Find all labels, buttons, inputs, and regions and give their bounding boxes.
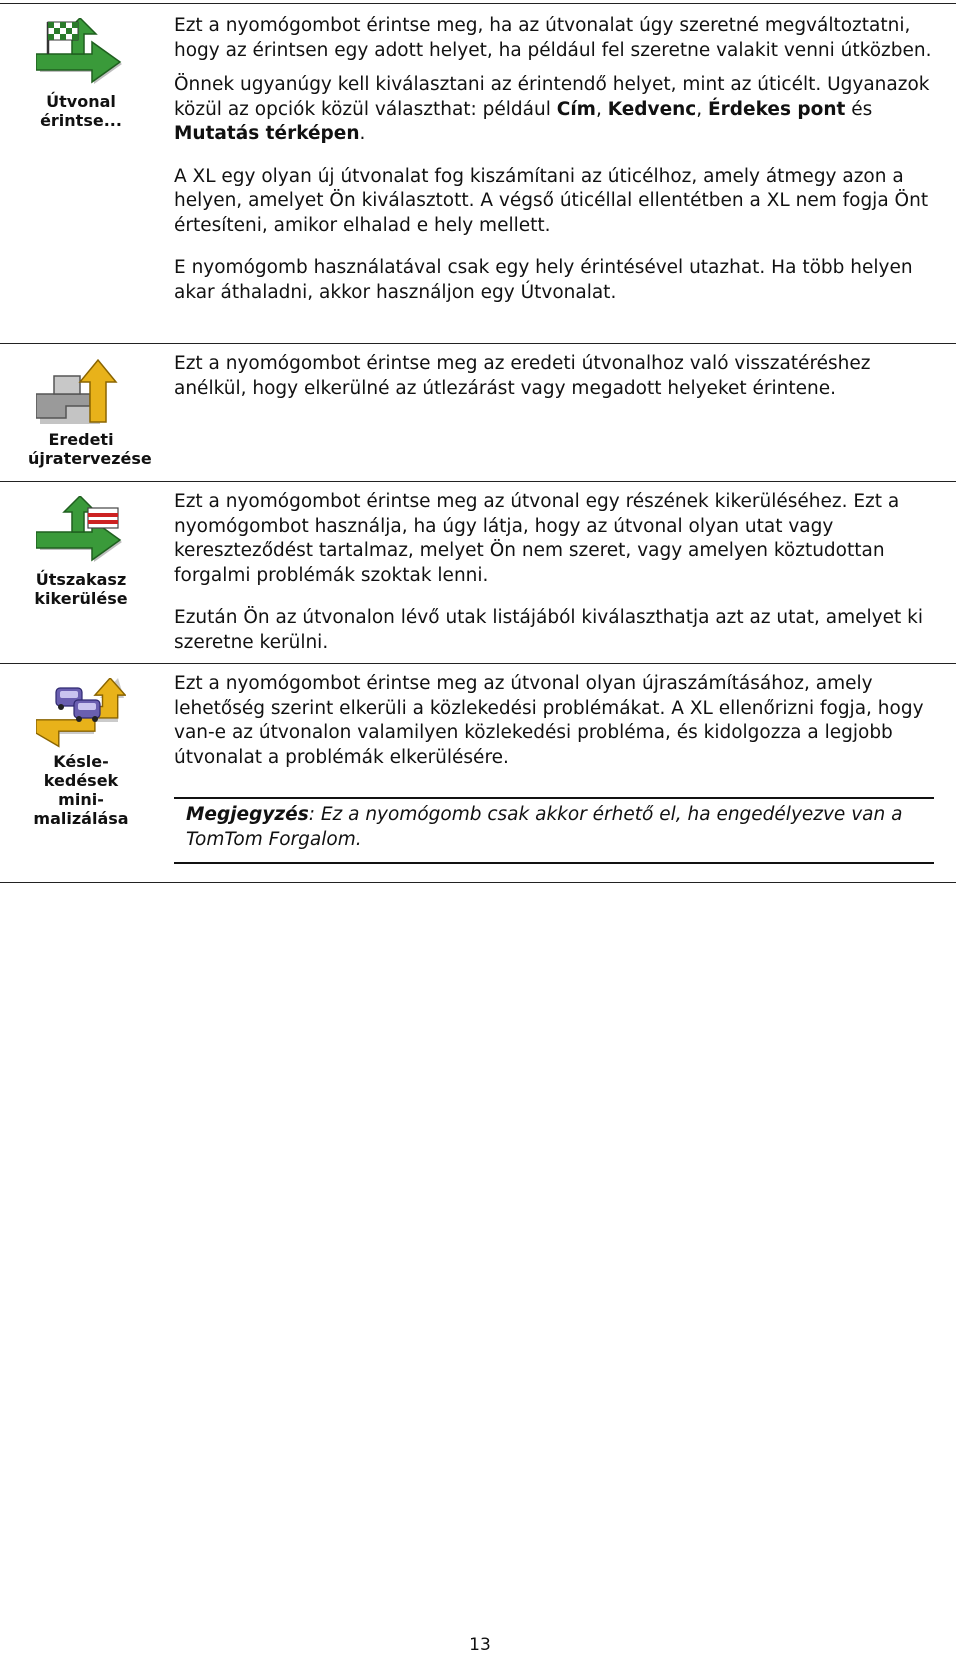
note-text: : Ez a nyomógomb csak akkor érhető el, ha engedélyezve van a TomTom Forgalom. bbox=[186, 804, 903, 850]
note-label: Megjegyzés bbox=[186, 804, 309, 825]
term-address: Cím bbox=[556, 98, 596, 120]
flag-route-icon bbox=[36, 18, 126, 86]
note-box bbox=[174, 797, 934, 864]
minimise-delays-button[interactable] bbox=[28, 678, 134, 828]
paragraph: Ezt a nyomógombot érintse meg az útvonal egy részének kikerüléséhez. Ezt a nyomógombot használja, ha úgy látja, hogy az útvonal olyan utat vagy kereszteződést tartalmaz, melyet Ön nem szeret, vagy amelyen köztudottan forgalmi problémák szoktak lenni. bbox=[174, 491, 900, 586]
button-label-line: érintse... bbox=[40, 111, 122, 130]
button-label-line: újratervezése bbox=[28, 449, 152, 468]
divider bbox=[0, 882, 956, 883]
button-label-line: kedések mini- bbox=[43, 771, 119, 809]
avoid-roadblock-button[interactable] bbox=[28, 496, 134, 608]
paragraph: A XL egy olyan új útvonalat fog kiszámítani az úticélhoz, amely átmegy azon a helyen, amelyet Ön kiválasztott. A végső úticéllal ellentétben a XL nem fogja Önt értesíteni, amikor elhalad e hely mellett. bbox=[174, 165, 929, 236]
text-run: . bbox=[359, 123, 366, 144]
text-run: , bbox=[595, 98, 608, 120]
button-label-line: Eredeti bbox=[48, 430, 114, 449]
route-via-button[interactable] bbox=[28, 18, 134, 130]
text-run: , bbox=[696, 98, 709, 120]
original-route-icon bbox=[36, 358, 126, 426]
divider bbox=[0, 663, 956, 664]
paragraph: Ezt a nyomógombot érintse meg, ha az útvonalat úgy szeretné megváltoztatni, hogy az érintsen egy adott helyet, ha például fel szeretne valakit venni útközben. bbox=[174, 15, 932, 61]
paragraph: Ezt a nyomógombot érintse meg az útvonal olyan újraszámításához, amely lehetőség szerint elkerüli a közlekedési problémákat. A XL ellenőrizni fogja, hogy van-e az útvonalon valamilyen közlekedési probléma, és kidolgozza a legjobb útvonalat a problémák elkerülésére. bbox=[174, 673, 924, 768]
section-text-minimise-delays bbox=[174, 672, 934, 770]
button-label-line: kikerülése bbox=[34, 589, 128, 608]
button-label-line: Útvonal bbox=[46, 92, 116, 111]
text-run: és bbox=[845, 98, 873, 120]
divider bbox=[0, 3, 956, 4]
button-label-line: Késle- bbox=[53, 752, 109, 771]
paragraph: Ezután Ön az útvonalon lévő utak listájából kiválaszthatja azt az utat, amelyet ki szeretne kerülni. bbox=[174, 607, 923, 653]
term-point-on-map: Mutatás térképen bbox=[174, 123, 360, 144]
button-label bbox=[28, 752, 134, 828]
section-text-route-via bbox=[174, 14, 934, 305]
recalculate-original-button[interactable] bbox=[28, 358, 152, 468]
divider bbox=[0, 343, 956, 344]
avoid-road-icon bbox=[36, 496, 126, 564]
button-label bbox=[28, 570, 134, 608]
term-poi: Érdekes pont bbox=[708, 98, 846, 120]
text-run: Önnek ugyanúgy kell kiválasztani az érintendő helyet, mint az úticélt. Ugyanazok közül az opciók közül választhat: például bbox=[174, 74, 930, 120]
page-number: 13 bbox=[469, 1635, 491, 1655]
paragraph bbox=[174, 73, 934, 147]
paragraph: E nyomógomb használatával csak egy hely érintésével utazhat. Ha több helyen akar áthaladni, akkor használjon egy Útvonalat. bbox=[174, 257, 913, 303]
section-text-original bbox=[174, 352, 934, 401]
section-text-avoid-road bbox=[174, 490, 934, 655]
button-label bbox=[28, 92, 134, 130]
button-label-line: Útszakasz bbox=[35, 570, 127, 589]
paragraph: Ezt a nyomógombot érintse meg az eredeti útvonalhoz való visszatéréshez anélkül, hogy elkerülné az útlezárást vagy megadott helyeket érintene. bbox=[174, 353, 871, 399]
button-label-line: malizálása bbox=[33, 809, 129, 828]
button-label bbox=[28, 430, 152, 468]
divider bbox=[0, 481, 956, 482]
traffic-cars-icon bbox=[36, 678, 126, 750]
term-favourite: Kedvenc bbox=[607, 98, 697, 120]
